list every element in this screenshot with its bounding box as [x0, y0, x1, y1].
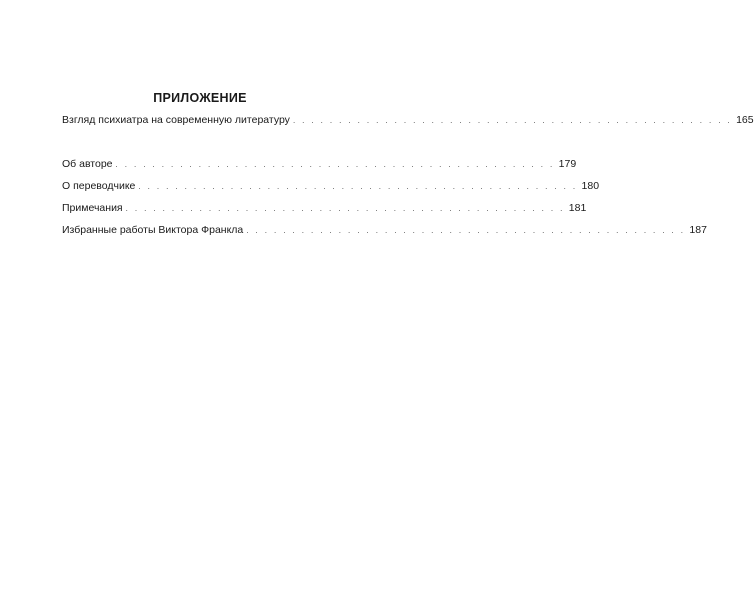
dot-leader: . . . . . . . . . . . . . . . . . . . . . . . . . . . . . . . . . . . . . . . . . . . . . . . .: [246, 226, 686, 235]
dot-leader: . . . . . . . . . . . . . . . . . . . . . . . . . . . . . . . . . . . . . . . . . . . . . . . .: [138, 182, 578, 191]
toc-entry-title: Примечания: [62, 202, 123, 214]
toc-entry[interactable]: [62, 223, 707, 237]
dot-leader: . . . . . . . . . . . . . . . . . . . . . . . . . . . . . . . . . . . . . . . . . . . . . . . .: [125, 204, 565, 213]
section-heading: ПРИЛОЖЕНИЕ: [153, 91, 247, 105]
toc-entry-title: Взгляд психиатра на современную литературу: [62, 114, 290, 126]
toc-entry-title: Избранные работы Виктора Франкла: [62, 224, 244, 236]
toc-entry[interactable]: [62, 113, 754, 127]
toc-entry-title: Об авторе: [62, 158, 113, 170]
dot-leader: . . . . . . . . . . . . . . . . . . . . . . . . . . . . . . . . . . . . . . . . . . . . . . . .: [292, 116, 733, 125]
toc-entry-page: 179: [558, 158, 577, 170]
toc-entry[interactable]: [62, 201, 587, 215]
toc-entry[interactable]: [62, 157, 577, 171]
toc-entry-page: 180: [581, 180, 600, 192]
toc-entry-title: О переводчике: [62, 180, 136, 192]
dot-leader: . . . . . . . . . . . . . . . . . . . . . . . . . . . . . . . . . . . . . . . . . . . . . . . .: [115, 160, 555, 169]
toc-entry[interactable]: [62, 179, 600, 193]
toc-entry-page: 187: [689, 224, 707, 236]
toc-entry-page: 165: [736, 114, 754, 126]
toc-entry-page: 181: [568, 202, 587, 214]
